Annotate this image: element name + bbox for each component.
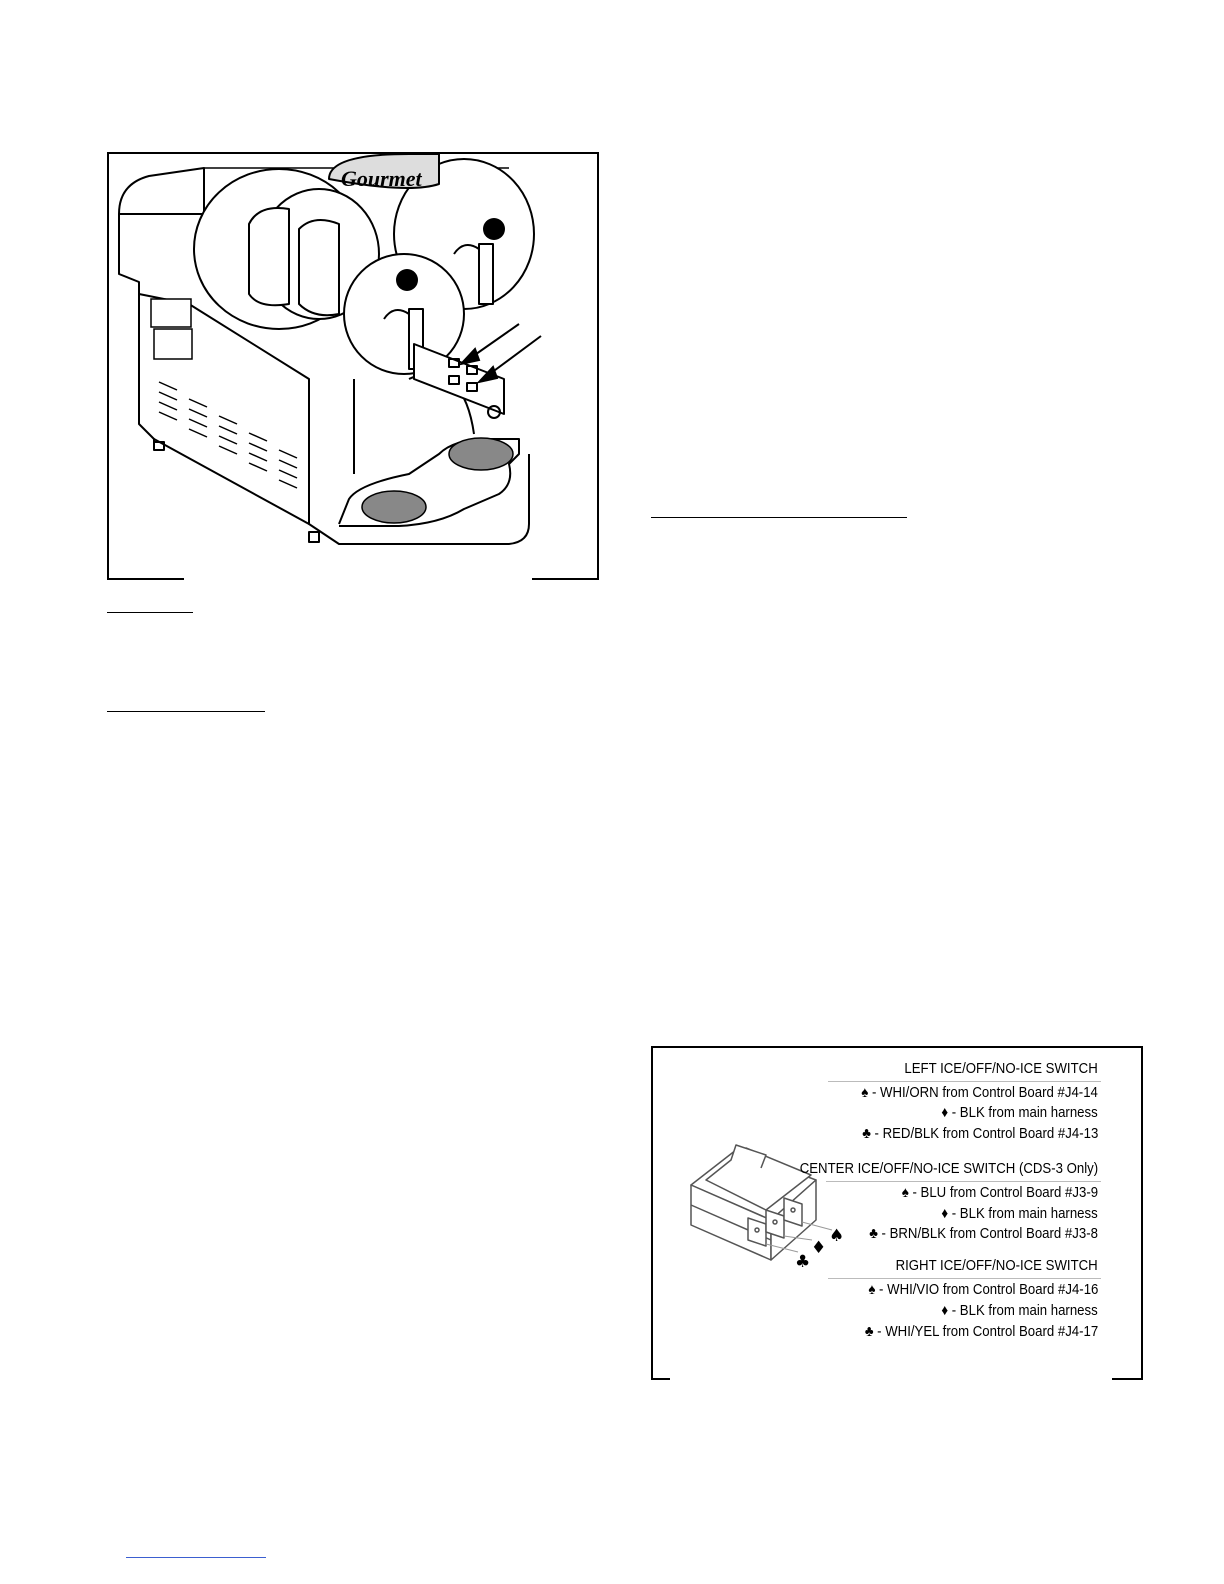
footer-link-underline[interactable] <box>126 1557 266 1558</box>
heading-rule-3 <box>651 517 907 518</box>
wiring-caption-gap <box>670 1374 1112 1380</box>
center-switch-title: CENTER ICE/OFF/NO-ICE SWITCH (CDS-3 Only) <box>799 1160 1098 1177</box>
figure-caption-gap <box>184 574 532 580</box>
left-switch-diamond: ♦ - BLK from main harness <box>941 1104 1098 1121</box>
dispenser-illustration <box>109 154 593 574</box>
center-switch-club: ♣ - BRN/BLK from Control Board #J3-8 <box>869 1225 1098 1242</box>
terminal-diamond-symbol: ♦ <box>811 1238 827 1258</box>
heading-rule-1 <box>107 612 193 613</box>
center-switch-divider <box>826 1181 1101 1182</box>
left-switch-title: LEFT ICE/OFF/NO-ICE SWITCH <box>904 1060 1098 1077</box>
left-switch-club: ♣ - RED/BLK from Control Board #J4-13 <box>861 1125 1098 1142</box>
right-switch-title: RIGHT ICE/OFF/NO-ICE SWITCH <box>895 1257 1098 1274</box>
right-switch-diamond: ♦ - BLK from main harness <box>941 1302 1098 1319</box>
callout-dot-right <box>483 218 505 240</box>
heading-rule-2 <box>107 711 265 712</box>
drip-grid-left <box>362 491 426 523</box>
left-switch-spade: ♠ - WHI/ORN from Control Board #J4-14 <box>861 1084 1098 1101</box>
right-switch-spade: ♠ - WHI/VIO from Control Board #J4-16 <box>867 1281 1098 1298</box>
drip-grid-right <box>449 438 513 470</box>
right-switch-divider <box>828 1278 1101 1279</box>
callout-dot-left <box>396 269 418 291</box>
center-switch-spade: ♠ - BLU from Control Board #J3-9 <box>901 1184 1098 1201</box>
center-switch-diamond: ♦ - BLK from main harness <box>941 1205 1098 1222</box>
brand-logo-text: Gourmet <box>341 166 422 191</box>
terminal-club-symbol: ♣ <box>795 1252 811 1272</box>
right-switch-club: ♣ - WHI/YEL from Control Board #J4-17 <box>864 1323 1098 1340</box>
left-switch-divider <box>828 1081 1101 1082</box>
terminal-spade-symbol: ♠ <box>829 1226 845 1246</box>
